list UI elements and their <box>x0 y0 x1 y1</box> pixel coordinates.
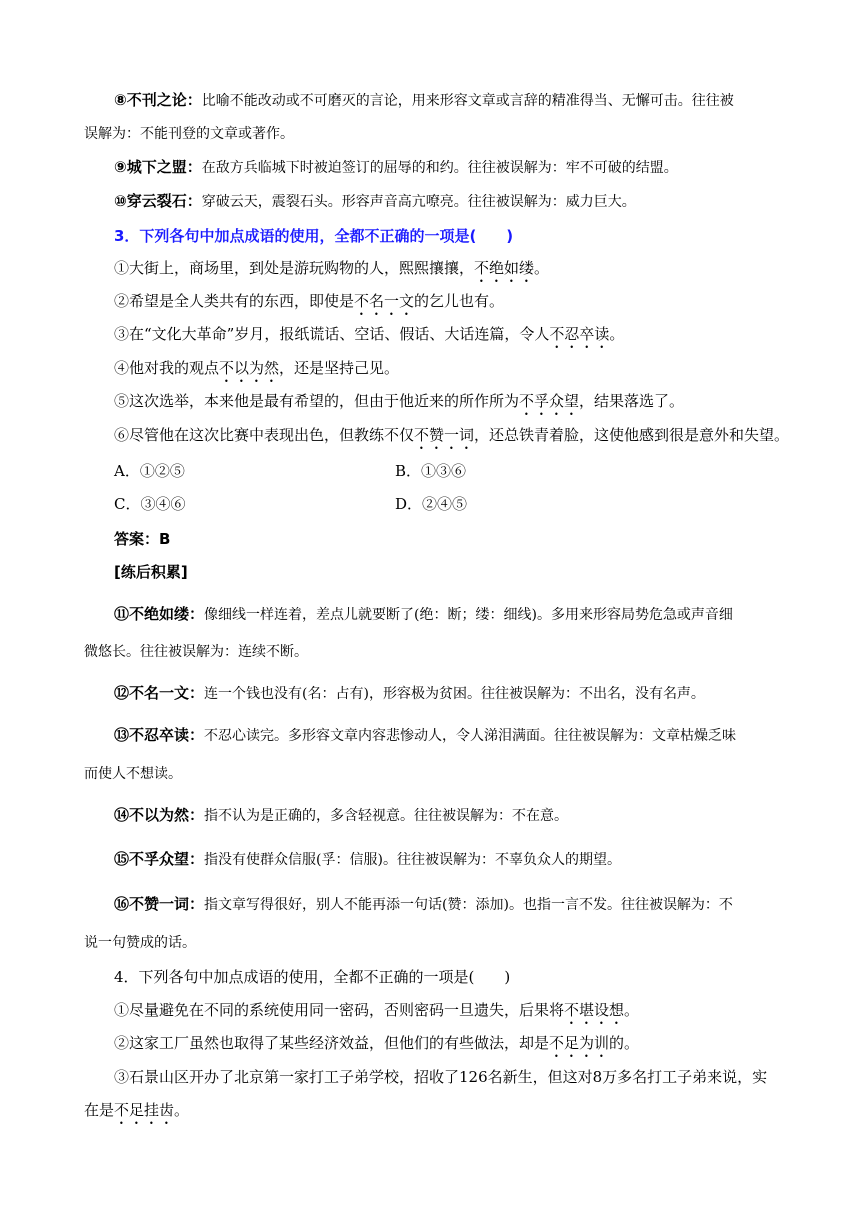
question-4-item-2 <box>114 1033 780 1061</box>
sentence-text: ③在“文化大革命”岁月，报纸谎话、空话、假话、大话连篇，令人 <box>114 325 550 343</box>
glossary-definition: 指没有使群众信服(孚：信服)。往往被误解为：不辜负众人的期望。 <box>204 852 621 868</box>
sentence-text: ，还总铁青着脸，这使他感到很是意外和失望。 <box>474 426 790 444</box>
sentence-text: 。 <box>624 1001 640 1019</box>
glossary-definition: 不忍心读完。多形容文章内容悲惨动人，令人涕泪满面。往往被误解为：文章枯燥乏味 <box>204 728 737 744</box>
sentence-text: 。 <box>534 259 550 277</box>
sentence-text: ，结果落选了。 <box>579 392 685 410</box>
glossary-term: ⑧不刊之论： <box>114 91 202 109</box>
question-3-item-2 <box>114 291 780 319</box>
sentence-text: ①大街上，商场里，到处是游玩购物的人，熙熙攘攘， <box>114 259 475 277</box>
glossary-definition: 比喻不能改动或不可磨灭的言论，用来形容文章或言辞的精准得当、无懈可击。往往被 <box>201 93 734 109</box>
dotted-idiom: 不足挂齿 <box>114 1101 175 1119</box>
glossary-definition: 误解为：不能刊登的文章或著作。 <box>84 126 294 142</box>
glossary-definition: 说一句赞成的话。 <box>84 935 196 951</box>
glossary-definition: 指文章写得很好，别人不能再添一句话(赞：添加)。也指一言不发。往往被误解为：不 <box>204 897 733 913</box>
sentence-text: 的乞儿也有。 <box>414 292 505 310</box>
question-3-item-6 <box>114 425 790 453</box>
glossary-term: ⑨城下之盟： <box>114 158 202 176</box>
glossary-entry-11-continued <box>84 641 780 662</box>
dotted-idiom: 不名一文 <box>354 292 415 310</box>
glossary-entry-12 <box>114 683 780 704</box>
glossary-entry-8 <box>114 90 780 111</box>
sentence-text: ④他对我的观点 <box>114 359 220 377</box>
question-3-title <box>114 226 780 246</box>
question-title: 3．下列各句中加点成语的使用，全都不正确的一项是( ) <box>114 227 514 245</box>
answer-line <box>114 529 780 549</box>
glossary-entry-9 <box>114 157 780 178</box>
answer: 答案：B <box>114 530 171 548</box>
glossary-term: ⑮不孚众望： <box>114 850 205 868</box>
dotted-idiom: 不以为然 <box>219 359 280 377</box>
question-3-item-5 <box>114 391 780 419</box>
option-b: B．①③⑥ <box>395 462 467 480</box>
sentence-text: ①尽量避免在不同的系统使用同一密码，否则密码一旦遗失，后果将 <box>114 1001 565 1019</box>
glossary-definition: 连一个钱也没有(名：占有)，形容极为贫困。往往被误解为：不出名，没有名声。 <box>204 686 705 702</box>
sentence-text: ③石景山区开办了北京第一家打工子弟学校，招收了126名新生，但这对8万多名打工子弟来说，实 <box>114 1068 768 1086</box>
dotted-idiom: 不足为训 <box>549 1034 610 1052</box>
question-4-item-3-continued <box>84 1100 780 1128</box>
glossary-term: ⑬不忍卒读： <box>114 726 205 744</box>
sentence-text: ，还是坚持己见。 <box>279 359 400 377</box>
glossary-entry-16 <box>114 894 780 915</box>
glossary-definition: 像细线一样连着，差点儿就要断了(绝：断；缕：细线)。多用来形容局势危急或声音细 <box>204 607 733 623</box>
dotted-idiom: 不绝如缕 <box>474 259 535 277</box>
glossary-entry-13-continued <box>84 763 780 784</box>
question-3-item-3 <box>114 324 780 352</box>
question-4-title <box>114 967 780 987</box>
glossary-definition: 微悠长。往往被误解为：连续不断。 <box>84 644 308 660</box>
glossary-term: ⑫不名一文： <box>114 684 205 702</box>
glossary-term: ⑯不赞一词： <box>114 895 205 913</box>
glossary-entry-8-continued <box>84 123 780 144</box>
question-4-item-3 <box>114 1067 780 1087</box>
sentence-text: 的。 <box>609 1034 640 1052</box>
option-d: D．②④⑤ <box>395 495 468 513</box>
question-3-item-1 <box>114 258 780 286</box>
glossary-term: ⑭不以为然： <box>114 806 205 824</box>
sentence-text: 。 <box>174 1101 190 1119</box>
sentence-text: ⑥尽管他在这次比赛中表现出色，但教练不仅 <box>114 426 415 444</box>
question-4-item-1 <box>114 1000 780 1028</box>
glossary-definition: 在敌方兵临城下时被迫签订的屈辱的和约。往往被误解为：牢不可破的结盟。 <box>201 160 678 176</box>
sentence-text: ②希望是全人类共有的东西，即使是 <box>114 292 355 310</box>
glossary-entry-15 <box>114 849 780 870</box>
glossary-entry-10 <box>114 191 780 212</box>
dotted-idiom: 不堪设想 <box>564 1001 625 1019</box>
option-c: C．③④⑥ <box>114 495 186 513</box>
glossary-entry-16-continued <box>84 932 780 953</box>
sentence-text: 。 <box>609 325 625 343</box>
glossary-entry-11 <box>114 604 780 625</box>
section-heading <box>114 562 780 582</box>
glossary-term: ⑪不绝如缕： <box>114 605 205 623</box>
dotted-idiom: 不赞一词 <box>414 426 475 444</box>
glossary-definition: 穿破云天，震裂石头。形容声音高亢嘹亮。往往被误解为：威力巨大。 <box>201 194 636 210</box>
glossary-term: ⑩穿云裂石： <box>114 192 202 210</box>
dotted-idiom: 不忍卒读 <box>549 325 610 343</box>
section-label: [练后积累] <box>114 563 188 581</box>
glossary-entry-13 <box>114 725 780 746</box>
glossary-entry-14 <box>114 805 780 826</box>
glossary-definition: 指不认为是正确的，多含轻视意。往往被误解为：不在意。 <box>204 808 569 824</box>
sentence-text: 在是 <box>84 1101 115 1119</box>
sentence-text: ⑤这次选举，本来他是最有希望的，但由于他近来的所作所为 <box>114 392 520 410</box>
sentence-text: ②这家工厂虽然也取得了某些经济效益，但他们的有些做法，却是 <box>114 1034 550 1052</box>
option-a: A．①②⑤ <box>114 462 185 480</box>
glossary-definition: 而使人不想读。 <box>84 766 182 782</box>
question-title: 4．下列各句中加点成语的使用，全都不正确的一项是( ) <box>114 968 511 986</box>
dotted-idiom: 不孚众望 <box>519 392 580 410</box>
question-3-item-4 <box>114 358 780 386</box>
